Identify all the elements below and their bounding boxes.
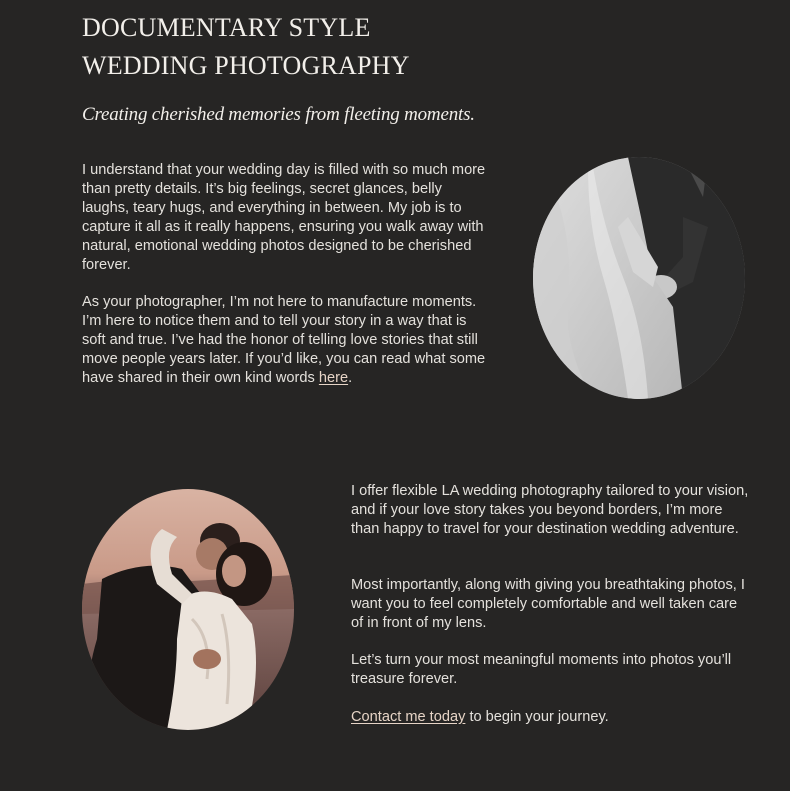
comfort-paragraph: Most importantly, along with giving you breathtaking photos, I want you to feel completely comfortable and well taken care of in front of my lens. (351, 577, 745, 631)
travel-paragraph: I offer flexible LA wedding photography tailored to your vision, and if your love story takes you beyond borders, I’m more than happy to travel for your destination wedding adventure. (351, 483, 749, 537)
photographer-paragraph (82, 293, 487, 388)
title-line-2: WEDDING PHOTOGRAPHY (82, 51, 410, 80)
contact-link[interactable]: Contact me today (351, 709, 466, 725)
couple-embracing-photo (82, 489, 294, 730)
page-subtitle: Creating cherished memories from fleeting moments. (82, 104, 475, 125)
cta-text: to begin your journey. (465, 709, 609, 725)
photographer-paragraph-text: As your photographer, I’m not here to manufacture moments. I’m here to notice them and to tell your story in a way that is soft and true. I’ve had the honor of telling love stories that still move people years later. If you’d like, you can read what some have shared in their own kind words (82, 294, 486, 386)
couple-holding-hands-bw-icon (533, 157, 745, 399)
couple-embracing-desert-icon (82, 489, 294, 730)
treasure-paragraph: Let’s turn your most meaningful moments into photos you’ll treasure forever. (351, 652, 732, 687)
couple-holding-hands-photo (533, 157, 745, 399)
cta-paragraph (351, 708, 751, 727)
page-title (82, 9, 410, 85)
photographer-paragraph-end: . (348, 370, 353, 386)
testimonials-link[interactable]: here (318, 370, 349, 386)
intro-paragraph: I understand that your wedding day is filled with so much more than pretty details. It’s big feelings, secret glances, belly laughs, teary hugs, and everything in between. My job is to capture it all as it really happens, ensuring you walk away with natural, emotional wedding photos designed to be cherished forever. (82, 162, 486, 273)
title-line-1: DOCUMENTARY STYLE (82, 13, 371, 42)
